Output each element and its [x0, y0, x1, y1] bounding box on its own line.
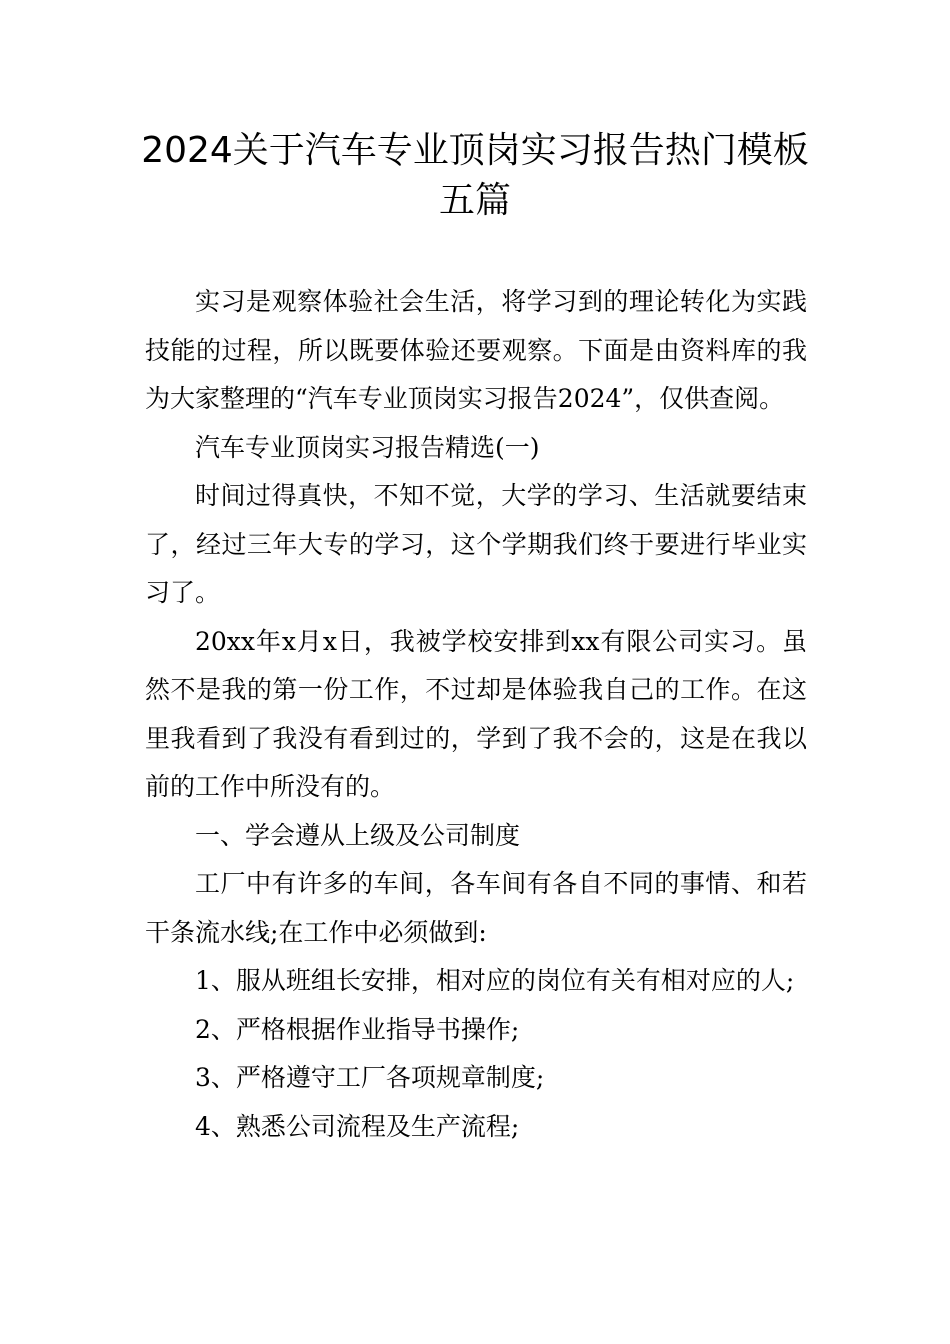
list-item: 1、服从班组长安排，相对应的岗位有关有相对应的人; [195, 966, 795, 995]
document-body [145, 278, 807, 1151]
section-heading: 汽车专业顶岗实习报告精选(一) [195, 432, 540, 462]
intro-paragraph: 实习是观察体验社会生活，将学习到的理论转化为实践技能的过程，所以既要体验还要观察。下面是由资料库的我为大家整理的“汽车专业顶岗实习报告2024”，仅供查阅。 [145, 287, 807, 413]
document-title: 2024关于汽车专业顶岗实习报告热门模板五篇 [141, 130, 809, 221]
body-paragraph: 工厂中有许多的车间，各车间有各自不同的事情、和若干条流水线;在工作中必须做到: [145, 869, 807, 947]
body-paragraph: 20xx年x月x日，我被学校安排到xx有限公司实习。虽然不是我的第一份工作，不过却是体验我自己的工作。在这里我看到了我没有看到过的，学到了我不会的，这是在我以前的工作中所没有的。 [145, 626, 807, 801]
list-item: 2、严格根据作业指导书操作; [195, 1014, 520, 1044]
list-item: 4、熟悉公司流程及生产流程; [195, 1111, 520, 1141]
subsection-heading: 一、学会遵从上级及公司制度 [195, 820, 521, 850]
body-paragraph: 时间过得真快，不知不觉，大学的学习、生活就要结束了，经过三年大专的学习，这个学期我们终于要进行毕业实习了。 [145, 481, 807, 607]
list-item: 3、严格遵守工厂各项规章制度; [195, 1063, 545, 1092]
